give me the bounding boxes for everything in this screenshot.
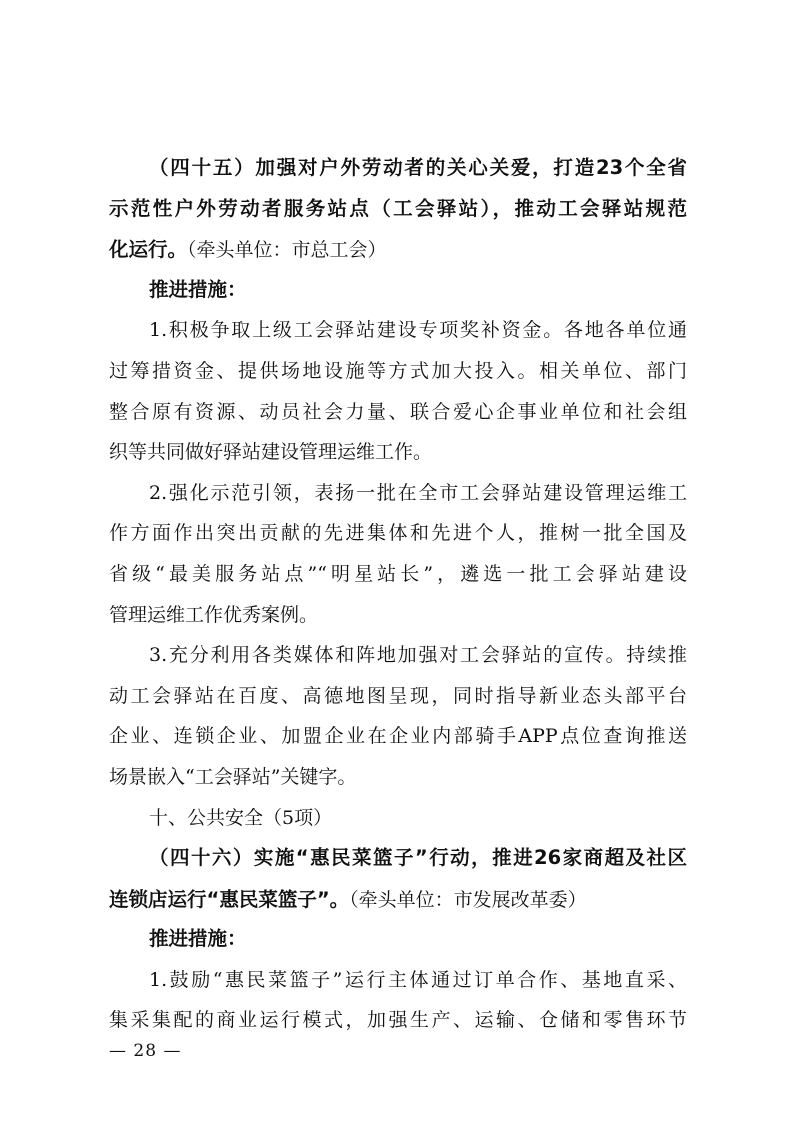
item-45-heading-line-1: （四十五）加强对户外劳动者的关心关爱，打造23个全省 [149,156,687,179]
item-45-measure-2-line-4: 管理运维工作优秀案例。 [109,603,319,626]
item-45-measure-1-line-3: 整合原有资源、动员社会力量、联合爱心企事业单位和社会组 [109,400,687,423]
item-46-measure-1-line-2: 集采集配的商业运行模式，加强生产、运输、仓储和零售环节 [109,1009,687,1032]
item-45-measures-title: 推进措施： [149,277,247,301]
item-46-heading-tail: 连锁店运行“惠民菜篮子”。 [109,887,350,911]
item-46-measure-1-line-1: 1.鼓励“惠民菜篮子”运行主体通过订单合作、基地直采、 [149,968,687,991]
item-46-lead-unit: （牵头单位：市发展改革委） [349,888,587,911]
item-45-measure-1-line-4: 织等共同做好驿站建设管理运维工作。 [109,441,433,464]
item-45-heading-line-3 [109,229,687,270]
item-45-measure-2-line-1: 2.强化示范引领，表扬一批在全市工会驿站建设管理运维工 [149,481,687,504]
item-45-lead-unit: （牵头单位：市总工会） [187,239,387,262]
item-45-measure-3-line-3: 企业、连锁企业、加盟企业在企业内部骑手APP点位查询推送 [109,725,687,748]
item-45-measure-2-line-3: 省级“最美服务站点”“明星站长”，遴选一批工会驿站建设 [109,562,687,585]
item-45-heading-tail: 化运行。 [109,238,188,262]
section-10-heading: 十、公共安全（5项） [149,806,333,829]
item-45-measure-3-line-2: 动工会驿站在百度、高德地图呈现，同时指导新业态头部平台 [109,684,687,707]
item-45-measure-2-line-2: 作方面作出突出贡献的先进集体和先进个人，推树一批全国及 [109,522,687,545]
document-body [109,148,687,1041]
item-46-heading-line-1: （四十六）实施“惠民菜篮子”行动，推进26家商超及社区 [149,846,687,870]
item-46-heading-line-2 [109,879,687,920]
page-number: — 28 — [109,1041,182,1061]
item-46-measures-title: 推进措施： [149,927,247,951]
item-45-measure-1-line-2: 过筹措资金、提供场地设施等方式加大投入。相关单位、部门 [109,359,687,382]
item-45-heading-line-2: 示范性户外劳动者服务站点（工会驿站），推动工会驿站规范 [109,196,687,220]
item-45-measure-3-line-4: 场景嵌入“工会驿站”关键字。 [109,765,357,788]
item-45-measure-3-line-1: 3.充分利用各类媒体和阵地加强对工会驿站的宣传。持续推 [149,644,687,667]
item-45-measure-1-line-1: 1.积极争取上级工会驿站建设专项奖补资金。各地各单位通 [149,319,687,342]
